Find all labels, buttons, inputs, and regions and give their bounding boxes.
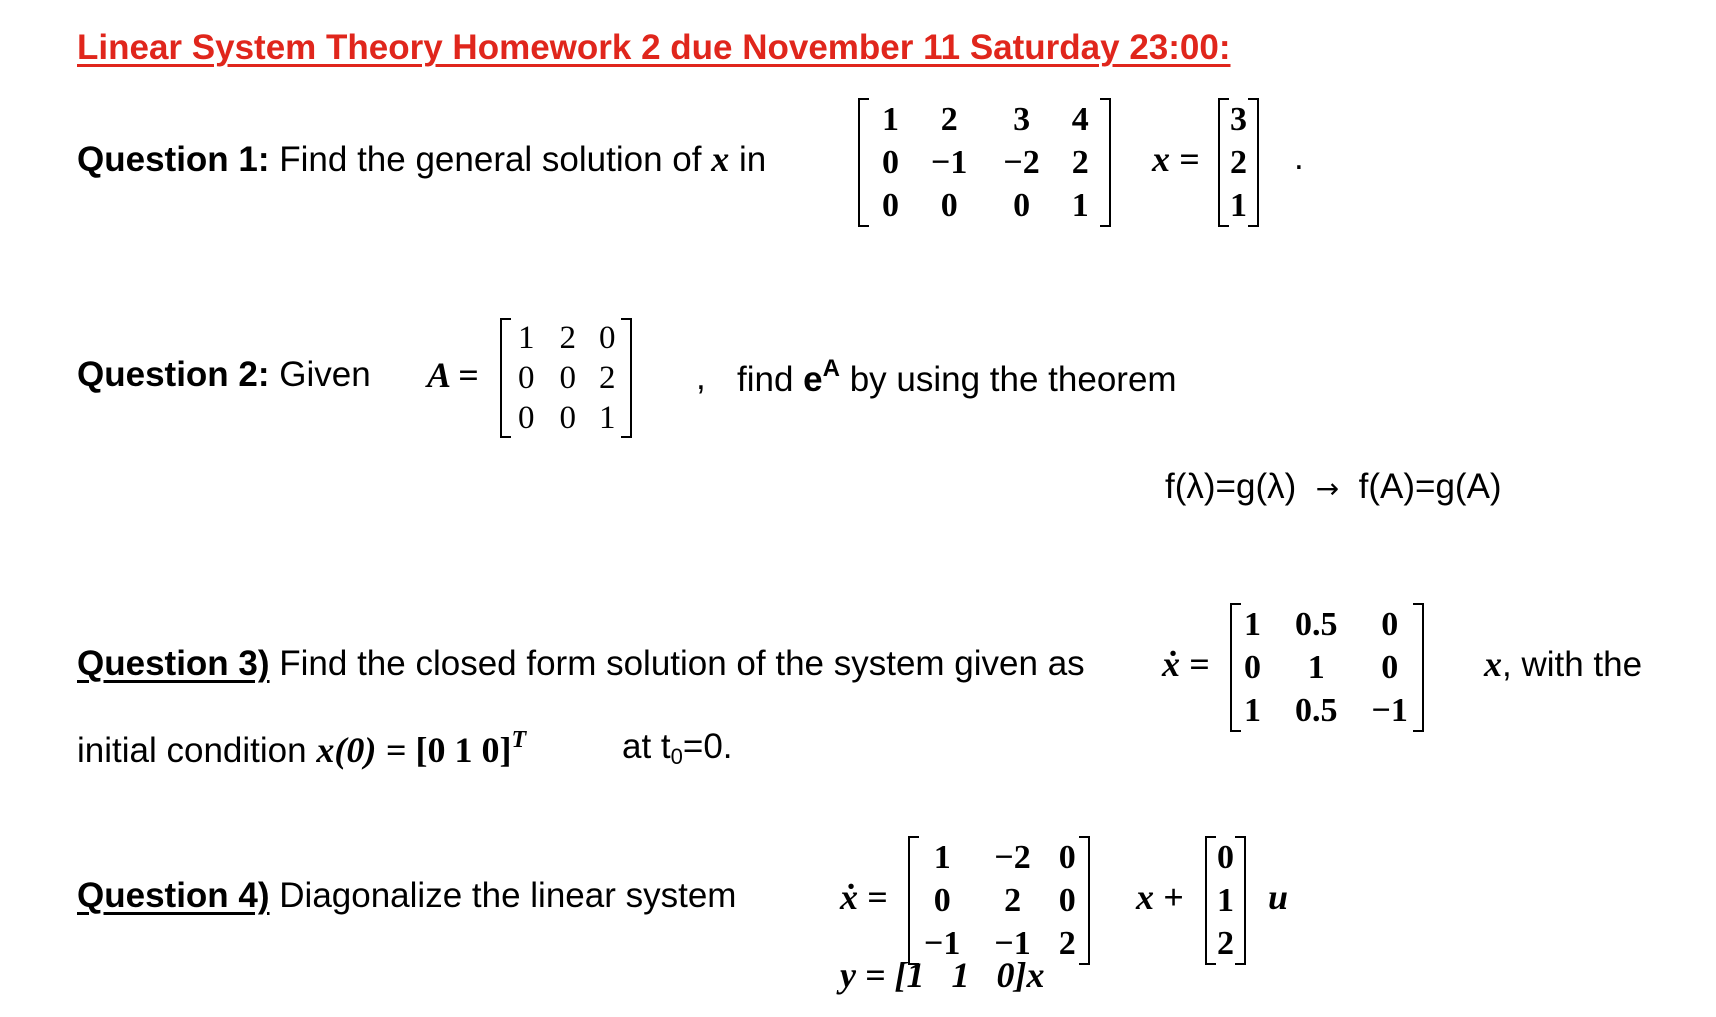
question-2-find: find	[737, 360, 794, 399]
matrix-cell: 0	[940, 187, 958, 224]
theorem-right: f(A)=g(A)	[1358, 467, 1502, 506]
matrix-cell: 0	[882, 187, 899, 224]
matrix-cell: 4	[1071, 101, 1089, 138]
matrix-cell: 1	[1217, 882, 1234, 919]
question-3-xdot-text: ẋ =	[1162, 644, 1210, 684]
question-3-xdot	[1162, 643, 1210, 685]
matrix-cell: 1	[518, 320, 535, 356]
matrix-cell: 0	[1013, 187, 1031, 224]
matrix-cell: 2	[559, 320, 576, 356]
matrix-cell: −2	[994, 839, 1031, 876]
theorem-arrow: →	[1315, 472, 1340, 505]
matrix-cell: −1	[994, 925, 1031, 962]
question-4-u	[1268, 876, 1288, 918]
question-1-rhs	[1218, 98, 1259, 227]
question-2-rest: by using the theorem	[849, 360, 1177, 399]
question-1-eq-text: x =	[1152, 139, 1200, 179]
question-3-line-2	[77, 727, 526, 771]
question-1-label: Question 1:	[77, 140, 270, 179]
question-2-line	[77, 355, 371, 395]
matrix-cell: 0	[518, 400, 535, 436]
matrix-cell: −1	[931, 144, 968, 181]
matrix-cell: 2	[1217, 925, 1234, 962]
question-1-in: in	[738, 140, 767, 179]
question-2-var-text: A =	[427, 355, 479, 395]
matrix-cell: 0	[1381, 649, 1399, 686]
matrix-cell: 0	[882, 144, 899, 181]
matrix-cell: 3	[1230, 101, 1247, 138]
question-1-text: Find the general solution of	[279, 140, 702, 179]
matrix-cell: 0	[599, 320, 616, 356]
question-4-A-matrix	[908, 836, 1090, 965]
question-1-eq	[1152, 138, 1200, 180]
question-2-given: Given	[279, 355, 371, 394]
matrix-cell: 2	[599, 360, 616, 396]
matrix-cell: −2	[1003, 144, 1040, 181]
question-1-matrix	[858, 98, 1111, 227]
question-4-B-matrix	[1205, 836, 1246, 965]
matrix-cell: 1	[882, 101, 899, 138]
matrix-cell: −1	[1371, 692, 1408, 729]
matrix-cell: 1	[1244, 692, 1261, 729]
question-4-label: Question 4)	[77, 876, 270, 915]
matrix-cell: 0	[1381, 606, 1399, 643]
question-4-line	[77, 876, 736, 916]
matrix-cell: 1	[1244, 606, 1261, 643]
matrix-cell: 3	[1013, 101, 1031, 138]
homework-title: Linear System Theory Homework 2 due November 11 Saturday 23:00:	[77, 28, 1231, 67]
question-2-label: Question 2:	[77, 355, 270, 394]
question-4-plus-text: x +	[1136, 877, 1184, 917]
question-2-var	[427, 354, 479, 396]
matrix-cell: 2	[1004, 882, 1022, 919]
matrix-cell: 2	[940, 101, 958, 138]
question-2-e-sup: A	[822, 355, 840, 382]
at-t-sub: 0	[670, 744, 683, 769]
matrix-cell: 0	[1058, 839, 1076, 876]
question-4-output-eq	[840, 954, 1044, 996]
question-1-period: .	[1294, 138, 1304, 177]
matrix-cell: 1	[1230, 187, 1247, 224]
initial-condition-value: = [0 1 0]	[386, 730, 512, 770]
matrix-cell: 1	[1071, 187, 1089, 224]
question-3-line	[77, 644, 1085, 684]
question-3-after-x: x	[1484, 644, 1502, 684]
question-3-matrix	[1230, 603, 1424, 732]
matrix-cell: 1	[933, 839, 951, 876]
at-t: at t	[622, 727, 671, 766]
question-3-after	[1484, 643, 1642, 685]
matrix-cell: 0	[1217, 839, 1234, 876]
question-2-find-line	[737, 355, 1177, 400]
matrix-cell: 0	[1244, 649, 1261, 686]
matrix-cell: 0.5	[1295, 692, 1338, 729]
question-1-line	[77, 138, 766, 180]
initial-condition-text: initial condition	[77, 731, 307, 770]
matrix-cell: 2	[1071, 144, 1089, 181]
matrix-cell: 0	[559, 400, 576, 436]
question-1-var: x	[711, 139, 730, 179]
question-3-label: Question 3)	[77, 644, 270, 683]
theorem-left: f(λ)=g(λ)	[1165, 467, 1297, 506]
question-4-xdot	[840, 876, 888, 918]
at-t-end: =0.	[682, 727, 733, 766]
question-2-matrix	[500, 318, 632, 438]
matrix-cell: 0	[559, 360, 576, 396]
matrix-cell: 0	[933, 882, 951, 919]
initial-condition-var: x(0)	[316, 730, 377, 770]
question-2-theorem	[1165, 467, 1502, 507]
matrix-cell: 0	[518, 360, 535, 396]
initial-condition-sup: T	[511, 727, 527, 753]
question-4-u-text: u	[1268, 877, 1289, 917]
question-3-at	[622, 727, 733, 770]
question-4-plus	[1136, 876, 1184, 918]
matrix-cell: 1	[599, 400, 616, 436]
matrix-cell: 2	[1230, 144, 1247, 181]
question-2-e: e	[803, 360, 823, 399]
output-eq-x: x	[1026, 955, 1045, 995]
question-4-xdot-text: ẋ =	[840, 877, 888, 917]
question-3-text: Find the closed form solution of the system given as	[279, 644, 1085, 683]
question-2-comma: ,	[696, 358, 706, 397]
matrix-cell: −1	[924, 925, 961, 962]
matrix-cell: 2	[1058, 925, 1076, 962]
output-eq-text: y = [1 1 0]	[840, 955, 1027, 995]
question-2-exp	[803, 355, 840, 399]
matrix-cell: 0.5	[1295, 606, 1338, 643]
matrix-cell: 1	[1307, 649, 1325, 686]
question-4-text: Diagonalize the linear system	[279, 876, 737, 915]
question-3-with: , with the	[1502, 645, 1643, 684]
matrix-cell: 0	[1058, 882, 1076, 919]
